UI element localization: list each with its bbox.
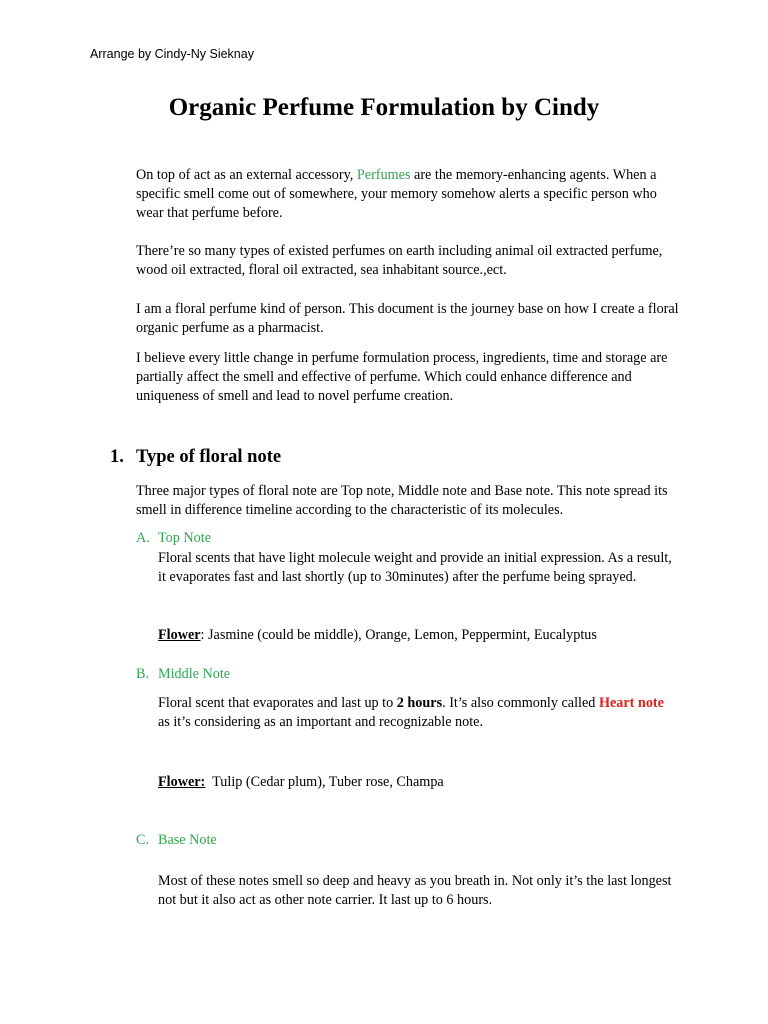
top-note-heading bbox=[136, 530, 211, 547]
middle-desc-part1: Floral scent that evaporates and last up to bbox=[158, 695, 397, 711]
top-note-flower-label: Flower bbox=[158, 627, 201, 643]
base-note-heading bbox=[136, 832, 217, 849]
top-note-flower-list: : Jasmine (could be middle), Orange, Lemon, Peppermint, Eucalyptus bbox=[200, 627, 597, 643]
middle-desc-bold: 2 hours bbox=[396, 695, 443, 711]
middle-desc-part2: . It’s also commonly called bbox=[442, 695, 599, 711]
intro-p1-before: On top of act as an external accessory, bbox=[136, 167, 357, 183]
middle-note-flower-list: Tulip (Cedar plum), Tuber rose, Champa bbox=[205, 774, 444, 790]
top-note-description: Floral scents that have light molecule weight and provide an initial expression. As a result, it evaporates fast and last shortly (up to 30minutes) after the perfume being sprayed. bbox=[158, 550, 672, 586]
section-number: 1. bbox=[110, 447, 124, 467]
middle-note-label: Middle Note bbox=[158, 666, 231, 682]
heart-note-highlight: Heart note bbox=[598, 695, 664, 711]
section-intro-paragraph: Three major types of floral note are Top note, Middle note and Base note. This note spread its smell in difference timeline according to the characteristic of its molecules. bbox=[136, 483, 668, 519]
middle-note-letter: B. bbox=[136, 666, 150, 682]
intro-paragraph-4: I believe every little change in perfume formulation process, ingredients, time and storage are partially affect the smell and effective of perfume. Which could enhance difference and uniqueness of smell and lead to novel perfume creation. bbox=[136, 350, 668, 405]
middle-note-heading bbox=[136, 666, 230, 683]
intro-p1-after: are the memory-enhancing agents. When a specific smell come out of somewhere, your memory somehow alerts a specific person who wear that perfume before. bbox=[136, 167, 657, 222]
section-heading-text: Type of floral note bbox=[136, 447, 282, 467]
document-title: Organic Perfume Formulation by Cindy bbox=[168, 94, 600, 121]
base-note-description: Most of these notes smell so deep and heavy as you breath in. Not only it’s the last longest not but it also act as other note carrier. It last up to 6 hours. bbox=[158, 873, 672, 909]
top-note-flowers bbox=[158, 626, 678, 645]
middle-note-flower-label: Flower: bbox=[158, 774, 206, 790]
intro-paragraph-2: There’re so many types of existed perfumes on earth including animal oil extracted perfume, wood oil extracted, floral oil extracted, sea inhabitant source.,ect. bbox=[136, 243, 663, 279]
top-note-letter: A. bbox=[136, 530, 150, 546]
page-header: Arrange by Cindy-Ny Sieknay bbox=[90, 47, 254, 61]
section-heading-floral-note bbox=[110, 447, 281, 468]
middle-desc-part3: as it’s considering as an important and recognizable note. bbox=[158, 714, 484, 731]
intro-paragraph-3: I am a floral perfume kind of person. This document is the journey base on how I create a floral organic perfume as a pharmacist. bbox=[136, 301, 679, 337]
middle-note-description bbox=[158, 694, 678, 732]
perfumes-link[interactable]: Perfumes bbox=[356, 167, 411, 183]
base-note-letter: C. bbox=[136, 832, 150, 848]
base-note-label: Base Note bbox=[158, 832, 217, 848]
top-note-label: Top Note bbox=[158, 530, 211, 546]
intro-paragraph-1 bbox=[136, 166, 681, 224]
middle-note-flowers bbox=[158, 773, 678, 792]
